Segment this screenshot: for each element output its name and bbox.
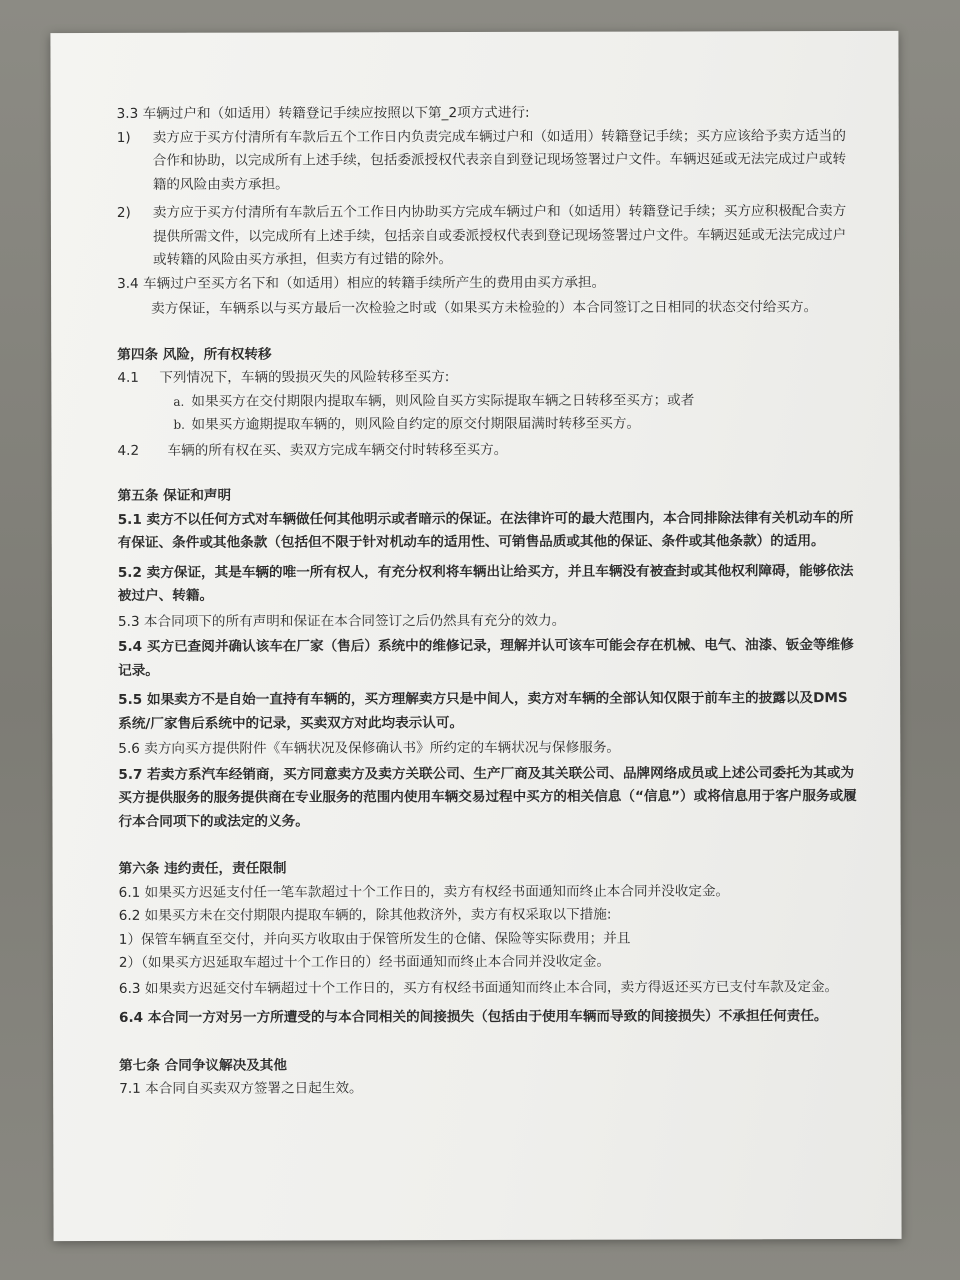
clause-5-6: 5.6 卖方向买方提供附件《车辆状况及保修确认书》所约定的车辆状况与保修服务。 [118, 739, 621, 757]
contract-body [117, 101, 860, 1101]
clause-6-3: 6.3 如果卖方迟延交付车辆超过十个工作日的，买方有权经书面通知而终止本合同，卖方得返还买方已支付车款及定金。 [118, 978, 839, 997]
clause-5-4: 5.4 买方已查阅并确认该车在厂家（售后）系统中的维修记录，理解并认可该车可能会存在机械、电气、油漆、钣金等维修记录。 [118, 637, 854, 679]
document-page [50, 31, 901, 1241]
clause-3-3: 3.3 车辆过户和（如适用）转籍登记手续应按照以下第_2项方式进行: [116, 104, 530, 122]
article-5-title: 第五条 保证和声明 [117, 487, 232, 504]
clause-7-1: 7.1 本合同自买卖双方签署之日起生效。 [119, 1080, 363, 1097]
clause-3-3-option-1: 1) 卖方应于买方付清所有车款后五个工作日内负责完成车辆过户和（如适用）转籍登记手续；买方应该给予卖方适当的合作和协助，以完成所有上述手续，包括委派授权代表亲自到登记现场签署过户文件。车辆迟延或无法完成过户或转籍的风险由卖方承担。 [116, 127, 847, 193]
clause-4-1-a: a. 如果买方在交付期限内提取车辆，则风险自买方实际提取车辆之日转移至买方；或者 [173, 391, 695, 410]
clause-5-3: 5.3 本合同项下的所有声明和保证在本合同签订之后仍然具有充分的效力。 [117, 612, 566, 630]
clause-3-3-option-2: 2) 卖方应于买方付清所有车款后五个工作日内协助买方完成车辆过户和（如适用）转籍登记手续；买方应积极配合卖方提供所需文件，以完成所有上述手续，包括亲自或委派授权代表到登记现场签署过户文件。车辆迟延或无法完成过户或转籍的风险由买方承担，但卖方有过错的除外。 [116, 203, 847, 268]
clause-3-4-warranty: 卖方保证，车辆系以与买方最后一次检验之时或（如果买方未检验的）本合同签订之日相同的状态交付给买方。 [151, 299, 818, 317]
clause-3-4: 3.4 车辆过户至买方名下和（如适用）相应的转籍手续所产生的费用由买方承担。 [117, 274, 606, 292]
clause-5-5: 5.5 如果卖方不是自始一直持有车辆的，买方理解卖方只是中间人，卖方对车辆的全部认知仅限于前车主的披露以及DMS系统/厂家售后系统中的记录，买卖双方对此均表示认可。 [118, 690, 848, 732]
clause-5-2: 5.2 卖方保证，其是车辆的唯一所有权人，有充分权利将车辆出让给买方，并且车辆没有被查封或其他权利障碍，能够依法被过户、转籍。 [117, 562, 854, 604]
clause-4-2: 4.2 车辆的所有权在买、卖双方完成车辆交付时转移至买方。 [117, 441, 508, 459]
article-4-title: 第四条 风险，所有权转移 [117, 346, 272, 363]
clause-6-4: 6.4 本合同一方对另一方所遭受的与本合同相关的间接损失（包括由于使用车辆而导致的间接损失）不承担任何责任。 [118, 1008, 828, 1026]
clause-5-1: 5.1 卖方不以任何方式对车辆做任何其他明示或者暗示的保证。在法律许可的最大范围内，本合同排除法律有关机动车的所有保证、条件或其他条款（包括但不限于针对机动车的适用性、可销售品质或其他的保证、条件或其他条款）的适用。 [117, 509, 854, 551]
clause-6-2-item-1: 1）保管车辆直至交付，并向买方收取由于保管所发生的仓储、保险等实际费用；并且 [118, 930, 631, 948]
clause-6-2: 6.2 如果买方未在交付期限内提取车辆的，除其他救济外，卖方有权采取以下措施: [118, 906, 612, 924]
article-6-title: 第六条 违约责任，责任限制 [118, 860, 287, 877]
clause-4-1: 4.1 下列情况下，车辆的毁损灭失的风险转移至买方: [117, 369, 450, 386]
article-7-title: 第七条 合同争议解决及其他 [119, 1056, 288, 1074]
clause-5-7: 5.7 若卖方系汽车经销商，买方同意卖方及卖方关联公司、生产厂商及其关联公司、品牌网络成员或上述公司委托为其或为买方提供服务的服务提供商在专业服务的范围内使用车辆交易过程中买方的相关信息（“信息”）或将信息用于客户服务或履行本合同项下的或法定的义务。 [118, 764, 857, 830]
clause-6-2-item-2: 2）（如果买方迟延取车超过十个工作日的）经书面通知而终止本合同并没收定金。 [118, 953, 611, 971]
clause-4-1-b: b. 如果买方逾期提取车辆的，则风险自约定的原交付期限届满时转移至买方。 [173, 415, 641, 433]
clause-6-1: 6.1 如果买方迟延支付任一笔车款超过十个工作日的，卖方有权经书面通知而终止本合同并没收定金。 [118, 882, 730, 901]
